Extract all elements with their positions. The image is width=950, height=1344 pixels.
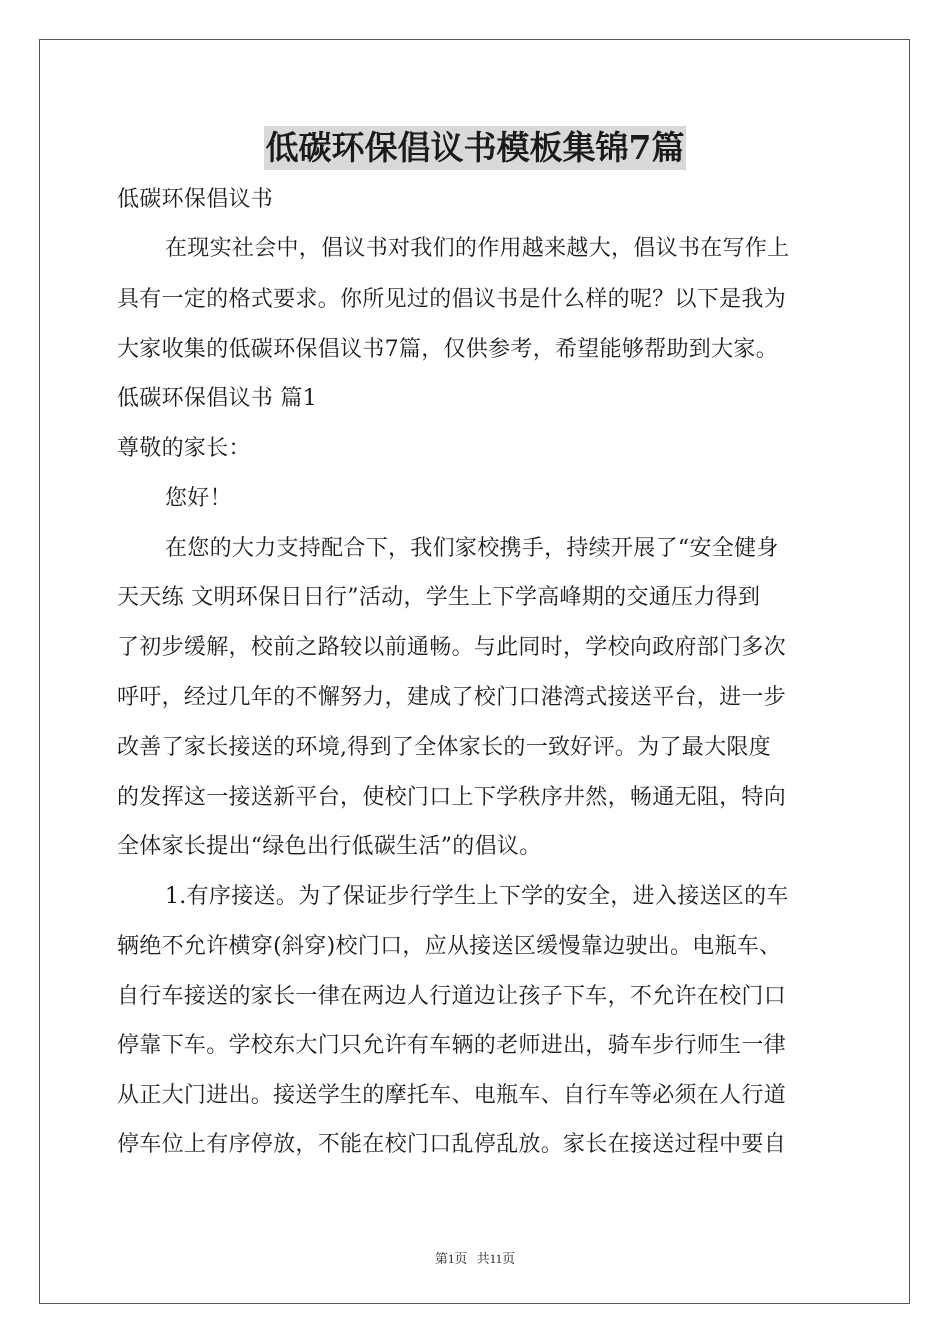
paragraph-line: 停靠下车。学校东大门只允许有车辆的老师进出，骑车步行师生一律 [117, 1033, 787, 1058]
paragraph-line: 具有一定的格式要求。你所见过的倡议书是什么样的呢？以下是我为 [117, 287, 787, 312]
paragraph-line: 改善了家长接送的环境,得到了全体家长的一致好评。为了最大限度 [117, 735, 771, 760]
salutation: 尊敬的家长： [117, 436, 251, 461]
paragraph-line: 1.有序接送。为了保证步行学生上下学的安全，进入接送区的车 [165, 884, 789, 909]
paragraph-line: 在您的大力支持配合下，我们家校携手，持续开展了“安全健身 [165, 536, 779, 561]
section-heading: 低碳环保倡议书 篇1 [117, 386, 317, 411]
paragraph-line: 天天练 文明环保日日行”活动，学生上下学高峰期的交通压力得到 [117, 585, 761, 610]
paragraph-line: 全体家长提出“绿色出行低碳生活”的倡议。 [117, 834, 542, 859]
paragraph-line: 呼吁，经过几年的不懈努力，建成了校门口港湾式接送平台，进一步 [117, 685, 787, 710]
page-total: 共11页 [476, 1251, 516, 1266]
paragraph-line: 自行车接送的家长一律在两边人行道边让孩子下车，不允许在校门口 [117, 984, 787, 1009]
paragraph-line: 大家收集的低碳环保倡议书7篇，仅供参考，希望能够帮助到大家。 [117, 337, 778, 362]
paragraph-line: 了初步缓解，校前之路较以前通畅。与此同时，学校向政府部门多次 [117, 635, 787, 660]
paragraph-line: 从正大门进出。接送学生的摩托车、电瓶车、自行车等必须在人行道 [117, 1083, 787, 1108]
title-container [0, 126, 950, 170]
document-title: 低碳环保倡议书模板集锦7篇 [264, 126, 687, 170]
paragraph-line: 停车位上有序停放，不能在校门口乱停乱放。家长在接送过程中要自 [117, 1132, 787, 1157]
paragraph-line: 的发挥这一接送新平台，使校门口上下学秩序井然，畅通无阻，特向 [117, 785, 787, 810]
paragraph-line: 辆绝不允许横穿(斜穿)校门口，应从接送区缓慢靠边驶出。电瓶车、 [117, 934, 782, 959]
page-border [39, 39, 910, 1304]
subtitle-line: 低碳环保倡议书 [117, 187, 274, 212]
paragraph-line: 在现实社会中，倡议书对我们的作用越来越大，倡议书在写作上 [165, 236, 790, 261]
greeting: 您好！ [165, 486, 232, 511]
page-footer [0, 1248, 950, 1267]
page-number: 第1页 [434, 1251, 468, 1266]
